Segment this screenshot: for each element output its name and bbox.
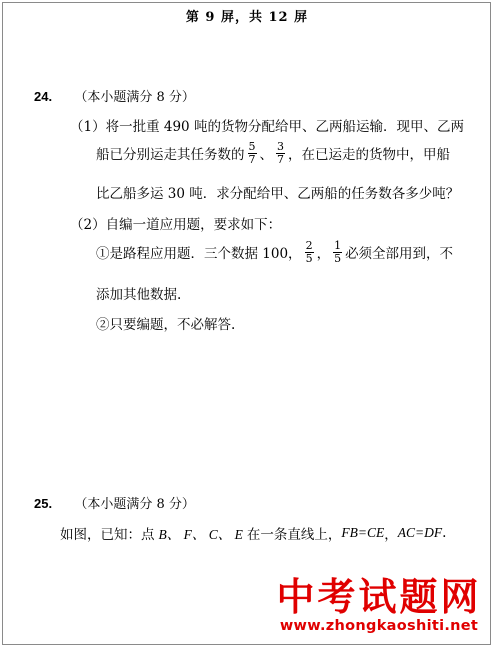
question-25-header — [34, 493, 195, 512]
q24-part1-line3: 比乙船多运 30 吨．求分配给甲、乙两船的任务数各多少吨？ — [96, 186, 460, 202]
site-watermark — [268, 575, 490, 634]
q24-part2-item1-cont: 添加其他数据. — [96, 287, 182, 303]
q25-point-names: B、 F、 C、 E — [158, 527, 243, 542]
question-25-points: （本小题满分 8 分） — [74, 497, 195, 512]
question-25-number: 25. — [34, 496, 53, 511]
fraction-5-7: $\frac{5}{7}$ — [248, 140, 256, 166]
q24-part1-line2-tail: ，在已运走的货物中，甲船 — [288, 147, 450, 164]
page-indicator: 第 9 屏，共 12 屏 — [185, 10, 309, 25]
q25-line1: 如图，已知：点 B、 F、 C、 E 在一条直线上， FB=CE ， AC=DF . — [60, 525, 447, 543]
q24-part2-item1: ①是路程应用题．三个数据 100， $\frac{2}{5}$ ， $\frac{1}{5}$ 必须全部用到，不 — [96, 239, 454, 265]
q24-part1-line2: 船已分别运走其任务数的 $\frac{5}{7}$ 、 $\frac{3}{7}$ ，在已运走的货物中，甲船 — [96, 140, 450, 166]
fraction-1-5: $\frac{1}{5}$ — [334, 239, 342, 265]
q25-condition-1: FB=CE — [341, 525, 385, 540]
q24-part1-line2-text: 船已分别运走其任务数的 — [96, 147, 245, 164]
q24-part2-item1-tail: 必须全部用到，不 — [345, 246, 454, 263]
watermark-title: 中考试题网 — [276, 575, 482, 619]
watermark-url: www.zhongkaoshiti.net — [279, 618, 479, 634]
q24-part2-item1-text: ①是路程应用题．三个数据 100， — [96, 246, 302, 263]
question-24-number: 24. — [34, 89, 53, 104]
q24-part2-line1: （2）自编一道应用题，要求如下： — [70, 217, 282, 233]
fraction-2-5: $\frac{2}{5}$ — [305, 239, 313, 265]
q24-part1-line1: （1）将一批重 490 吨的货物分配给甲、乙两船运输．现甲、乙两 — [70, 119, 464, 135]
q24-part2-item2: ②只要编题，不必解答. — [96, 317, 236, 333]
fraction-3-7: $\frac{3}{7}$ — [277, 140, 284, 166]
question-24-header — [34, 86, 195, 105]
question-24-points: （本小题满分 8 分） — [74, 90, 195, 105]
q25-condition-2: AC=DF — [397, 525, 443, 540]
